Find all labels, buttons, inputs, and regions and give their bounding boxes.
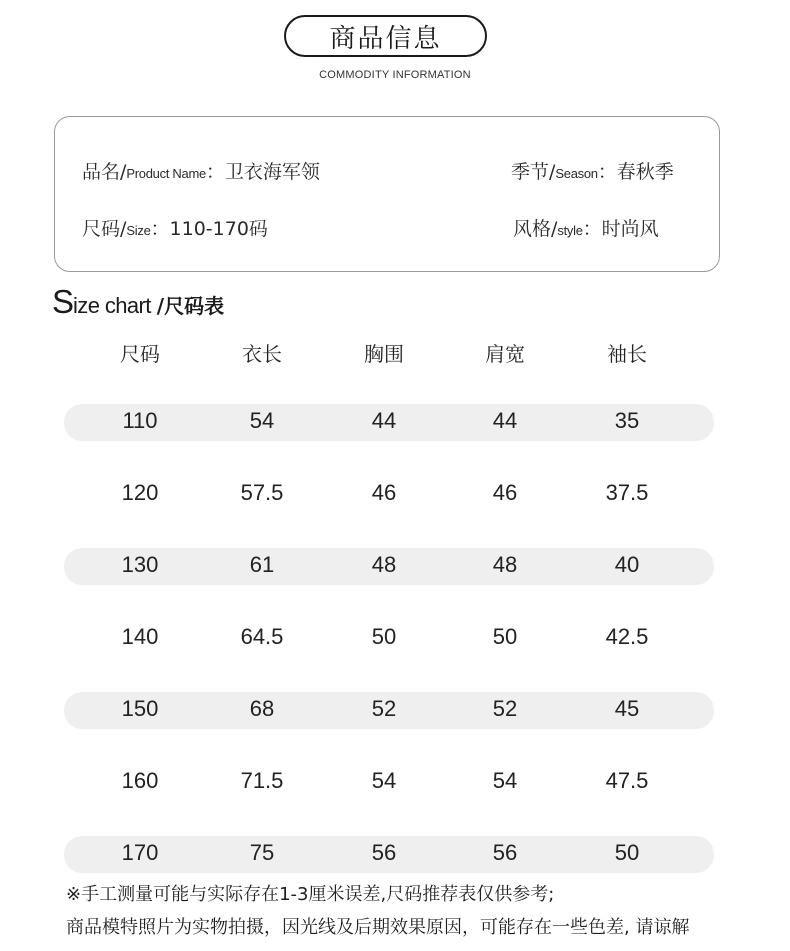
- info-product-name-sep: ：: [205, 161, 225, 183]
- table-cell: 48: [492, 552, 518, 577]
- table-cell: 75: [249, 840, 275, 865]
- table-cell: 54: [249, 408, 275, 433]
- info-product-name-value: 卫衣海军领: [224, 161, 320, 183]
- table-cell: 52: [492, 696, 518, 721]
- info-size-label-cn: 尺码/: [82, 218, 127, 240]
- info-style-label-cn: 风格/: [513, 218, 558, 240]
- size-chart-heading-cn: /尺码表: [156, 294, 225, 318]
- table-cell: 37.5: [605, 480, 649, 505]
- table-cell: 50: [371, 624, 397, 649]
- column-header: 袖长: [607, 342, 647, 366]
- table-cell: 48: [371, 552, 397, 577]
- color-note: 商品模特照片为实物拍摄，因光线及后期效果原因，可能存在一些色差, 请谅解: [66, 917, 690, 938]
- table-cell: 140: [121, 624, 159, 649]
- info-season-sep: ：: [597, 161, 617, 183]
- table-cell: 42.5: [605, 624, 649, 649]
- page-title-text: 商品信息: [329, 23, 442, 54]
- table-cell: 46: [371, 480, 397, 505]
- table-cell: 150: [121, 696, 159, 721]
- info-style-value: 时尚风: [601, 218, 659, 240]
- page-title: [284, 15, 487, 57]
- info-size-sep: ：: [150, 218, 170, 240]
- table-cell: 44: [371, 408, 397, 433]
- table-cell: 45: [614, 696, 640, 721]
- table-cell: 170: [121, 840, 159, 865]
- table-cell: 54: [371, 768, 397, 793]
- measurement-note: ※手工测量可能与实际存在1-3厘米误差,尺码推荐表仅供参考;: [66, 884, 555, 905]
- page-subtitle: COMMODITY INFORMATION: [319, 69, 471, 81]
- size-chart-heading: [52, 283, 224, 321]
- info-season-label-en: Season: [555, 166, 598, 181]
- table-cell: 110: [122, 408, 158, 433]
- column-header: 衣长: [242, 342, 282, 366]
- table-cell: 50: [614, 840, 640, 865]
- info-size-value: 110-170码: [169, 218, 268, 240]
- table-cell: 54: [492, 768, 518, 793]
- table-cell: 46: [492, 480, 518, 505]
- product-info-card: [54, 116, 720, 272]
- column-header: 尺码: [120, 342, 160, 366]
- info-product-name-label-cn: 品名/: [82, 161, 127, 183]
- table-cell: 50: [492, 624, 518, 649]
- info-size-label-en: Size: [126, 223, 151, 238]
- info-size: [82, 214, 268, 241]
- table-cell: 71.5: [240, 768, 284, 793]
- table-cell: 61: [249, 552, 275, 577]
- info-season-value: 春秋季: [616, 161, 674, 183]
- table-cell: 35: [614, 408, 640, 433]
- table-cell: 56: [371, 840, 397, 865]
- info-season: [511, 157, 674, 184]
- table-cell: 56: [492, 840, 518, 865]
- table-cell: 52: [371, 696, 397, 721]
- info-style: [513, 214, 659, 241]
- table-cell: 160: [121, 768, 159, 793]
- table-cell: 47.5: [605, 768, 649, 793]
- table-cell: 64.5: [240, 624, 284, 649]
- table-cell: 44: [492, 408, 518, 433]
- column-header: 胸围: [364, 342, 404, 366]
- table-cell: 57.5: [240, 480, 284, 505]
- size-chart-heading-initial: S: [52, 283, 74, 320]
- column-header: 肩宽: [485, 342, 525, 366]
- table-cell: 120: [121, 480, 159, 505]
- info-style-label-en: style: [557, 223, 583, 238]
- table-cell: 40: [614, 552, 640, 577]
- size-chart-heading-en: ize chart: [73, 293, 151, 318]
- info-product-name-label-en: Product Name: [126, 166, 206, 181]
- info-style-sep: ：: [582, 218, 602, 240]
- info-product-name: [82, 157, 320, 184]
- info-season-label-cn: 季节/: [511, 161, 556, 183]
- table-cell: 130: [121, 552, 159, 577]
- table-cell: 68: [249, 696, 275, 721]
